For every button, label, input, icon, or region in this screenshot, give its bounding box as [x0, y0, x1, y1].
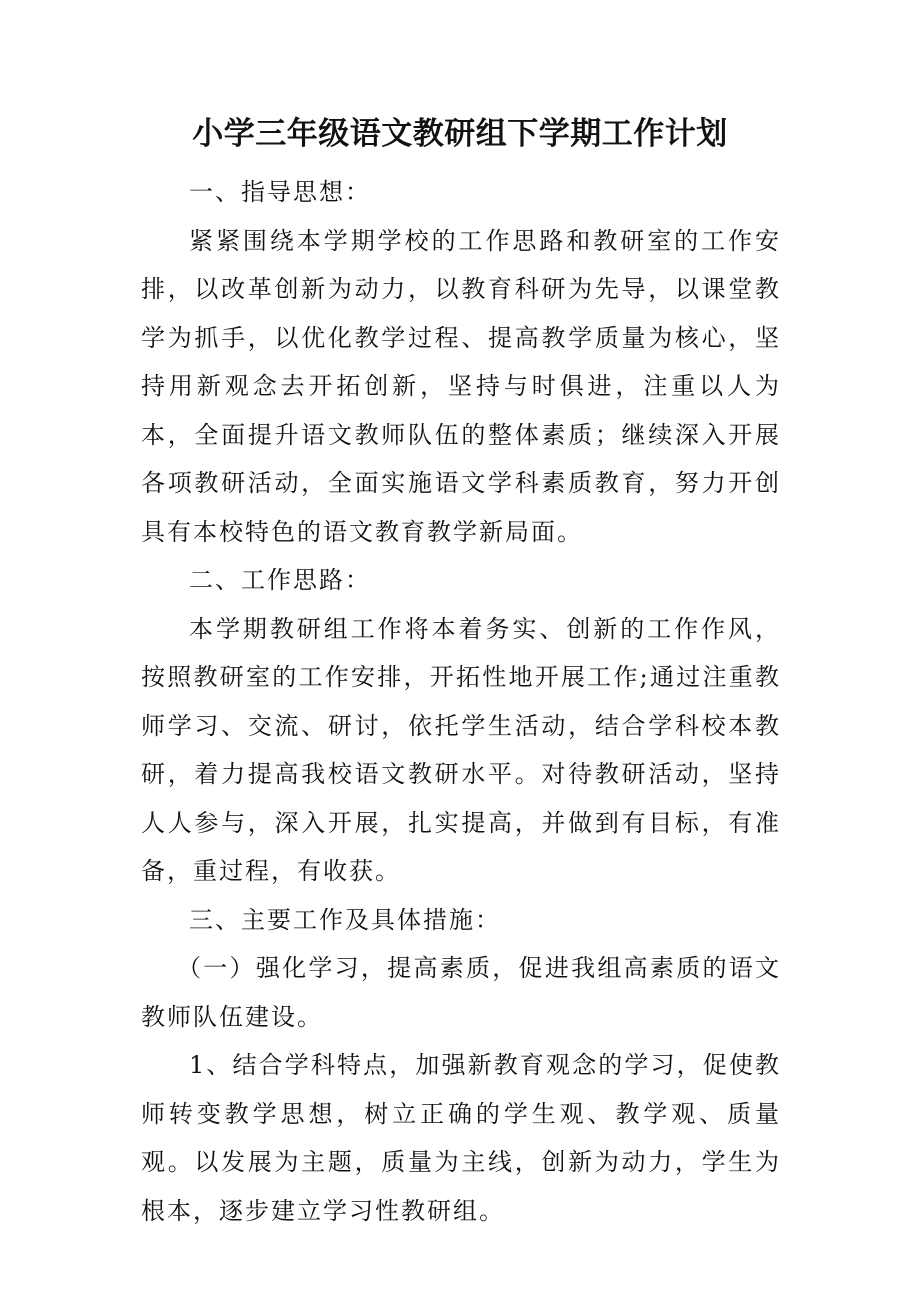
paragraph-work-approach: 本学期教研组工作将本着务实、创新的工作作风，按照教研室的工作安排，开拓性地开展工作;通过注重教师学习、交流、研讨，依托学生活动，结合学科校本教研，着力提高我校语文教研水平。对待教研活动，坚持人人参与，深入开展，扎实提高，并做到有目标，有准备，重过程，有收获。: [141, 614, 781, 885]
section-heading-main-work: 三、主要工作及具体措施：: [189, 905, 501, 934]
section-heading-guiding-ideology: 一、指导思想：: [189, 178, 371, 206]
section-heading-work-approach: 二、工作思路：: [189, 566, 371, 594]
paragraph-guiding-ideology: 紧紧围绕本学期学校的工作思路和教研室的工作安排，以改革创新为动力，以教育科研为先导，以课堂教学为抓手，以优化教学过程、提高教学质量为核心，坚持用新观念去开拓创新，坚持与时俱进，注重以人为本，全面提升语文教师队伍的整体素质；继续深入开展各项教研活动，全面实施语文学科素质教育，努力开创具有本校特色的语文教育教学新局面。: [141, 226, 781, 546]
document-body: [141, 168, 781, 1235]
document-title: 小学三年级语文教研组下学期工作计划: [192, 116, 728, 152]
subsection-heading-strengthen-learning: （一）强化学习，提高素质，促进我组高素质的语文教师队伍建设。: [141, 954, 781, 1031]
list-item-1: 1、结合学科特点，加强新教育观念的学习，促使教师转变教学思想，树立正确的学生观、教学观、质量观。以发展为主题，质量为主线，创新为动力，学生为根本，逐步建立学习性教研组。: [141, 1051, 781, 1225]
